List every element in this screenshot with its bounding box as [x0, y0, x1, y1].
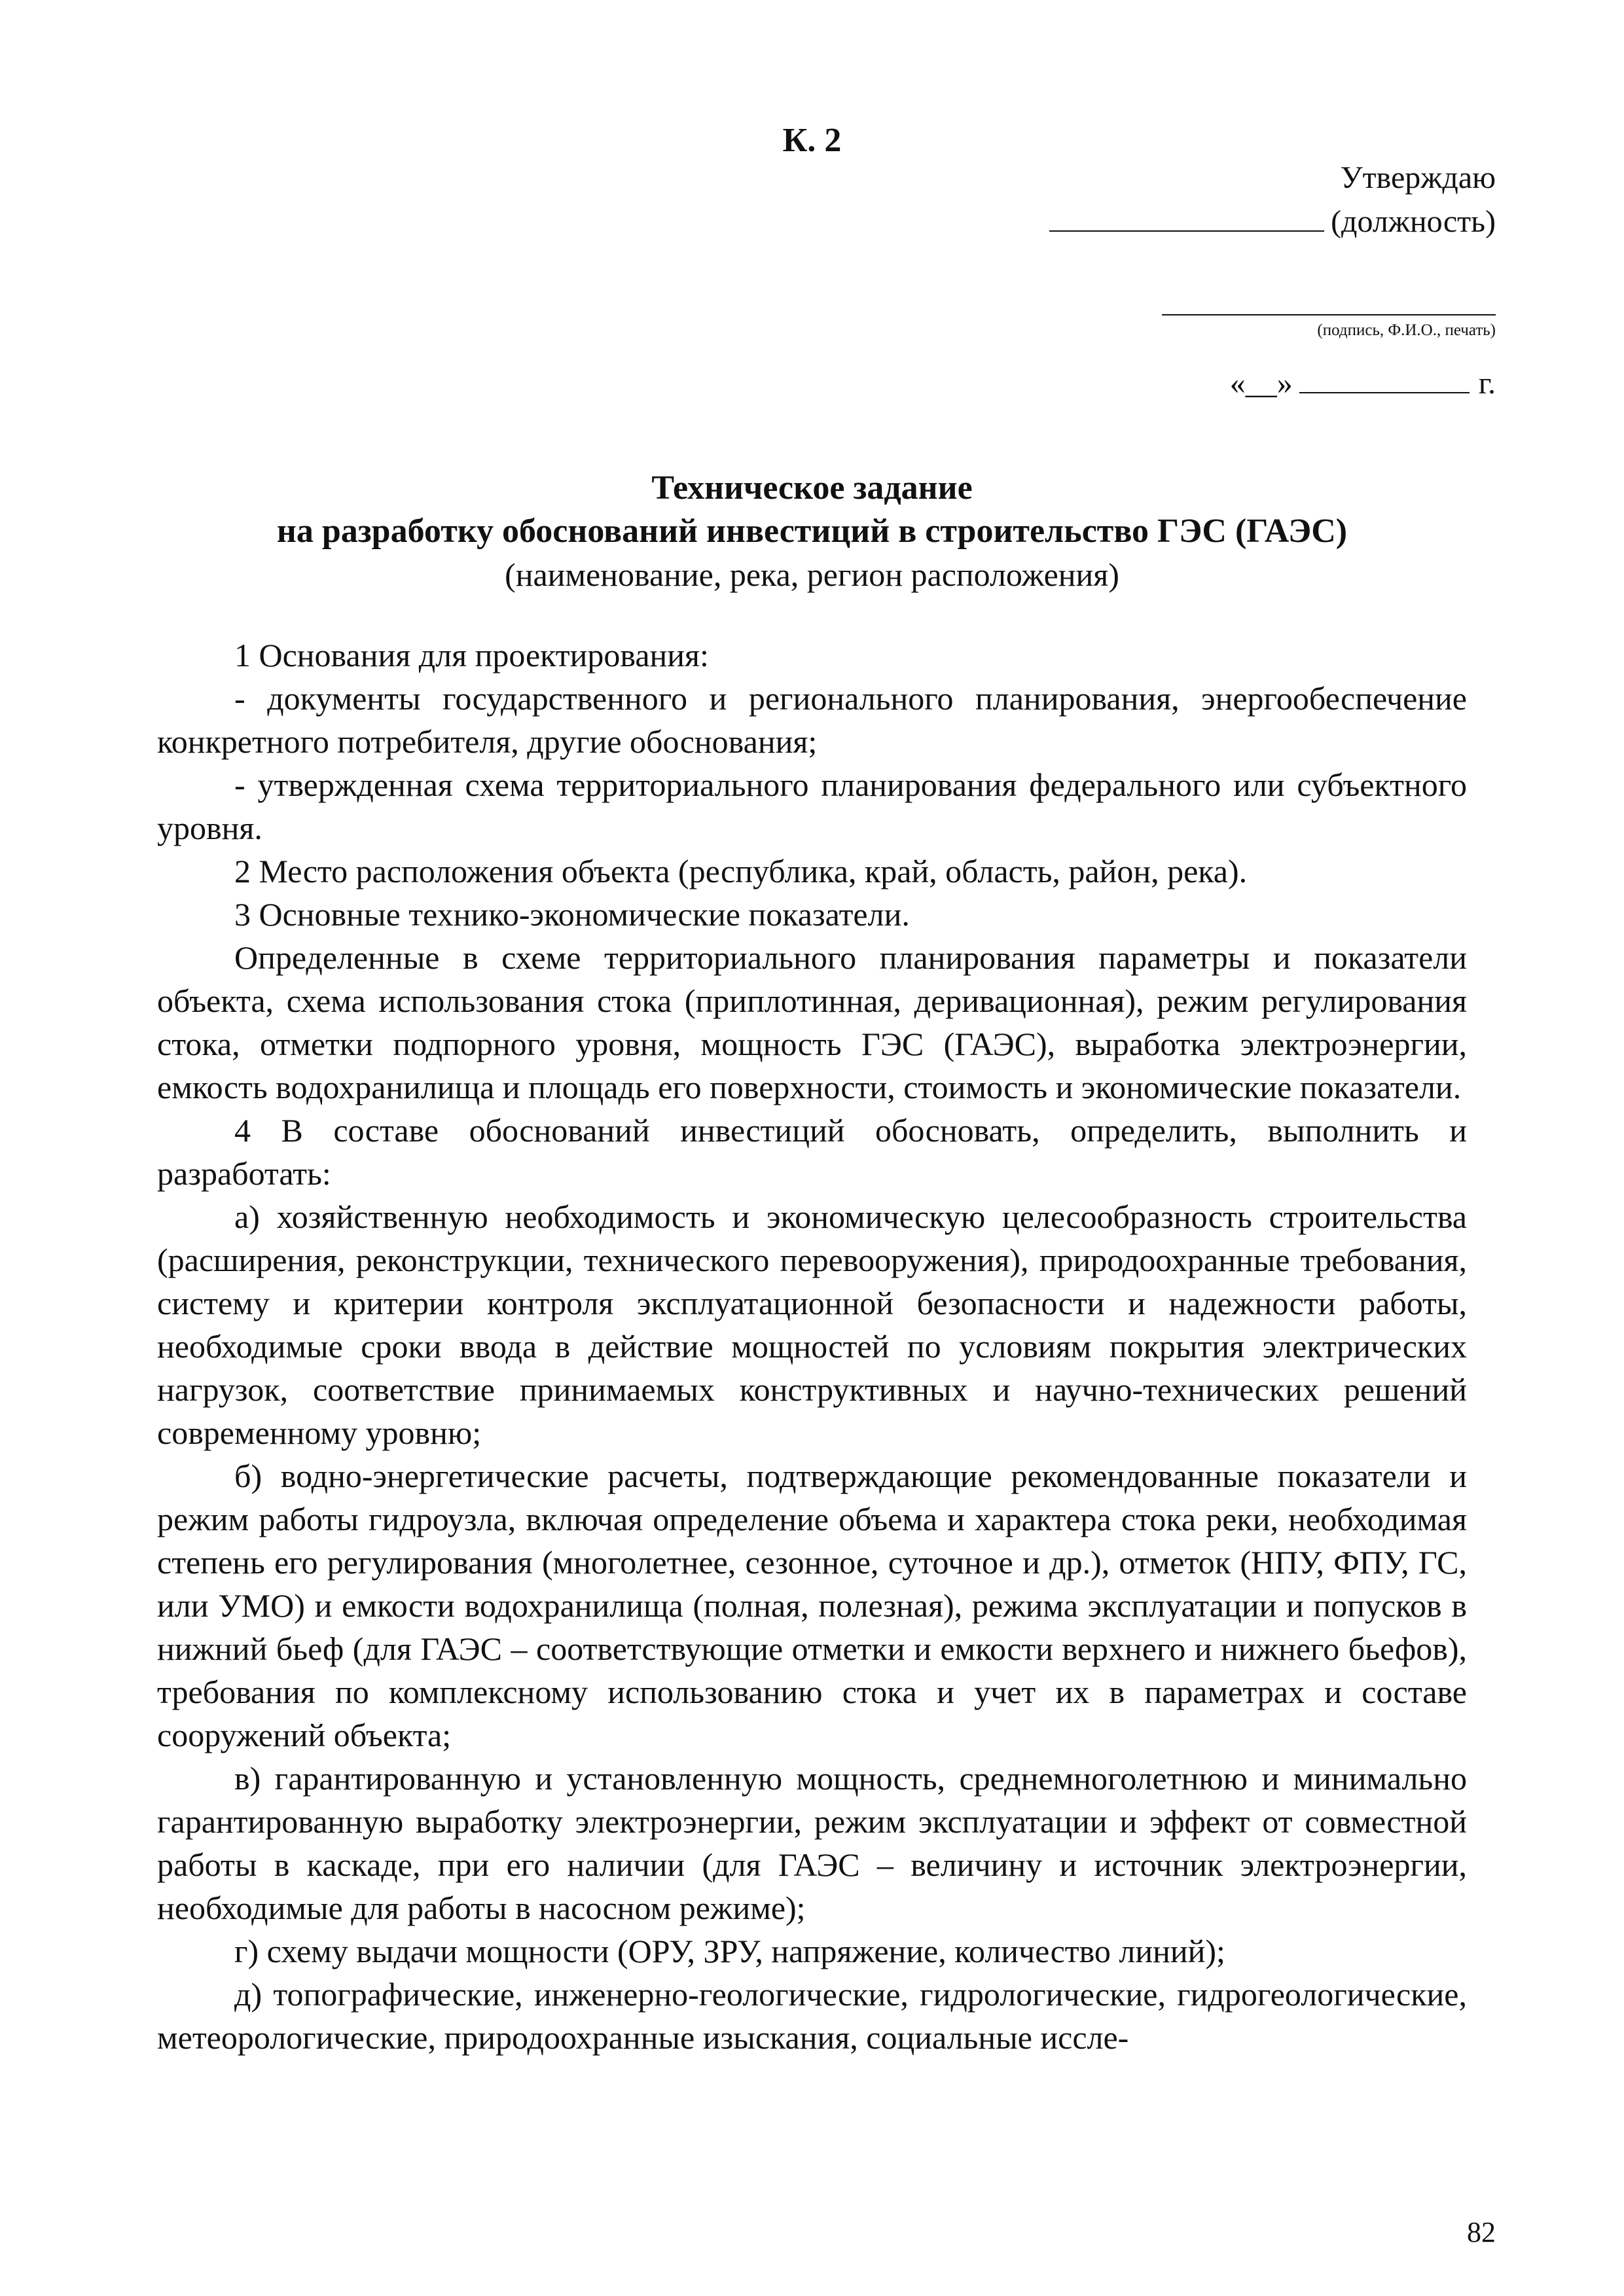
paragraph: - утвержденная схема территориального планирования федерального или субъектного уровня.: [157, 766, 1467, 846]
position-line: [1049, 202, 1496, 240]
paragraph: г) схему выдачи мощности (ОРУ, ЗРУ, напряжение, количество линий);: [234, 1933, 1225, 1969]
date-month-blank: [1299, 363, 1470, 393]
title-line-2: на разработку обоснований инвестиций в строительство ГЭС (ГАЭС): [276, 512, 1348, 550]
title-subtitle: (наименование, река, регион расположения): [505, 556, 1119, 593]
paragraph: а) хозяйственную необходимость и экономическую целесообразность строительства (расширения, реконструкции, технического перевооружения), природоохранные требования, систему и критерии контроля эксплуатационной безопасности и надежности работы, необходимые сроки ввода в действие мощностей по условиям покрытия электрических нагрузок, соответствие принимаемых конструктивных и научно-технических решений современному уровню;: [157, 1198, 1467, 1451]
date-line: [1230, 363, 1496, 402]
page-number: 82: [1467, 2216, 1496, 2248]
document-title: [0, 467, 1624, 596]
position-blank: [1049, 202, 1324, 232]
paragraph: в) гарантированную и установленную мощность, среднемноголетнюю и минимально гарантированную выработку электроэнергии, режим эксплуатации и эффект от совместной работы в каскаде, при его наличии (для ГАЭС – величину и источник электроэнергии, необходимые для работы в насосном режиме);: [157, 1760, 1467, 1926]
paragraph: 2 Место расположения объекта (республика, край, область, район, река).: [234, 853, 1248, 889]
document-reference: К. 2: [782, 122, 842, 159]
signature-caption: (подпись, Ф.И.О., печать): [1317, 321, 1496, 339]
date-day: «__»: [1229, 366, 1293, 401]
paragraph: 1 Основания для проектирования:: [234, 637, 709, 673]
paragraph: д) топографические, инженерно-геологические, гидрологические, гидрогеологические, метеорологические, природоохранные изыскания, социальные иссле-: [157, 1976, 1467, 2056]
signature-blank: [1162, 314, 1496, 315]
approval-label: Утверждаю: [1340, 160, 1496, 195]
paragraph: 4 В составе обоснований инвестиций обосновать, определить, выполнить и разработать:: [157, 1112, 1467, 1192]
paragraph: 3 Основные технико-экономические показатели.: [234, 896, 910, 933]
title-line-1: Техническое задание: [651, 469, 973, 507]
paragraph: б) водно-энергетические расчеты, подтверждающие рекомендованные показатели и режим работы гидроузла, включая определение объема и характера стока реки, необходимая степень его регулирования (многолетнее, сезонное, суточное и др.), отметок (НПУ, ФПУ, ГС, или УМО) и емкости водохранилища (полная, полезная), режима эксплуатации и попусков в нижний бьеф (для ГАЭС – соответствующие отметки и емкости верхнего и нижнего бьефов), требования по комплексному использованию стока и учет их в параметрах и составе сооружений объекта;: [157, 1458, 1467, 1753]
paragraph: Определенные в схеме территориального планирования параметры и показатели объекта, схема использования стока (приплотинная, деривационная), режим регулирования стока, отметки подпорного уровня, мощность ГЭС (ГАЭС), выработка электроэнергии, емкость водохранилища и площадь его поверхности, стоимость и экономические показатели.: [157, 939, 1467, 1105]
date-year-suffix: г.: [1478, 366, 1496, 401]
document-body: [157, 634, 1467, 2059]
paragraph: - документы государственного и регионального планирования, энергообеспечение конкретного потребителя, другие обоснования;: [157, 680, 1467, 760]
position-label: (должность): [1331, 204, 1496, 239]
